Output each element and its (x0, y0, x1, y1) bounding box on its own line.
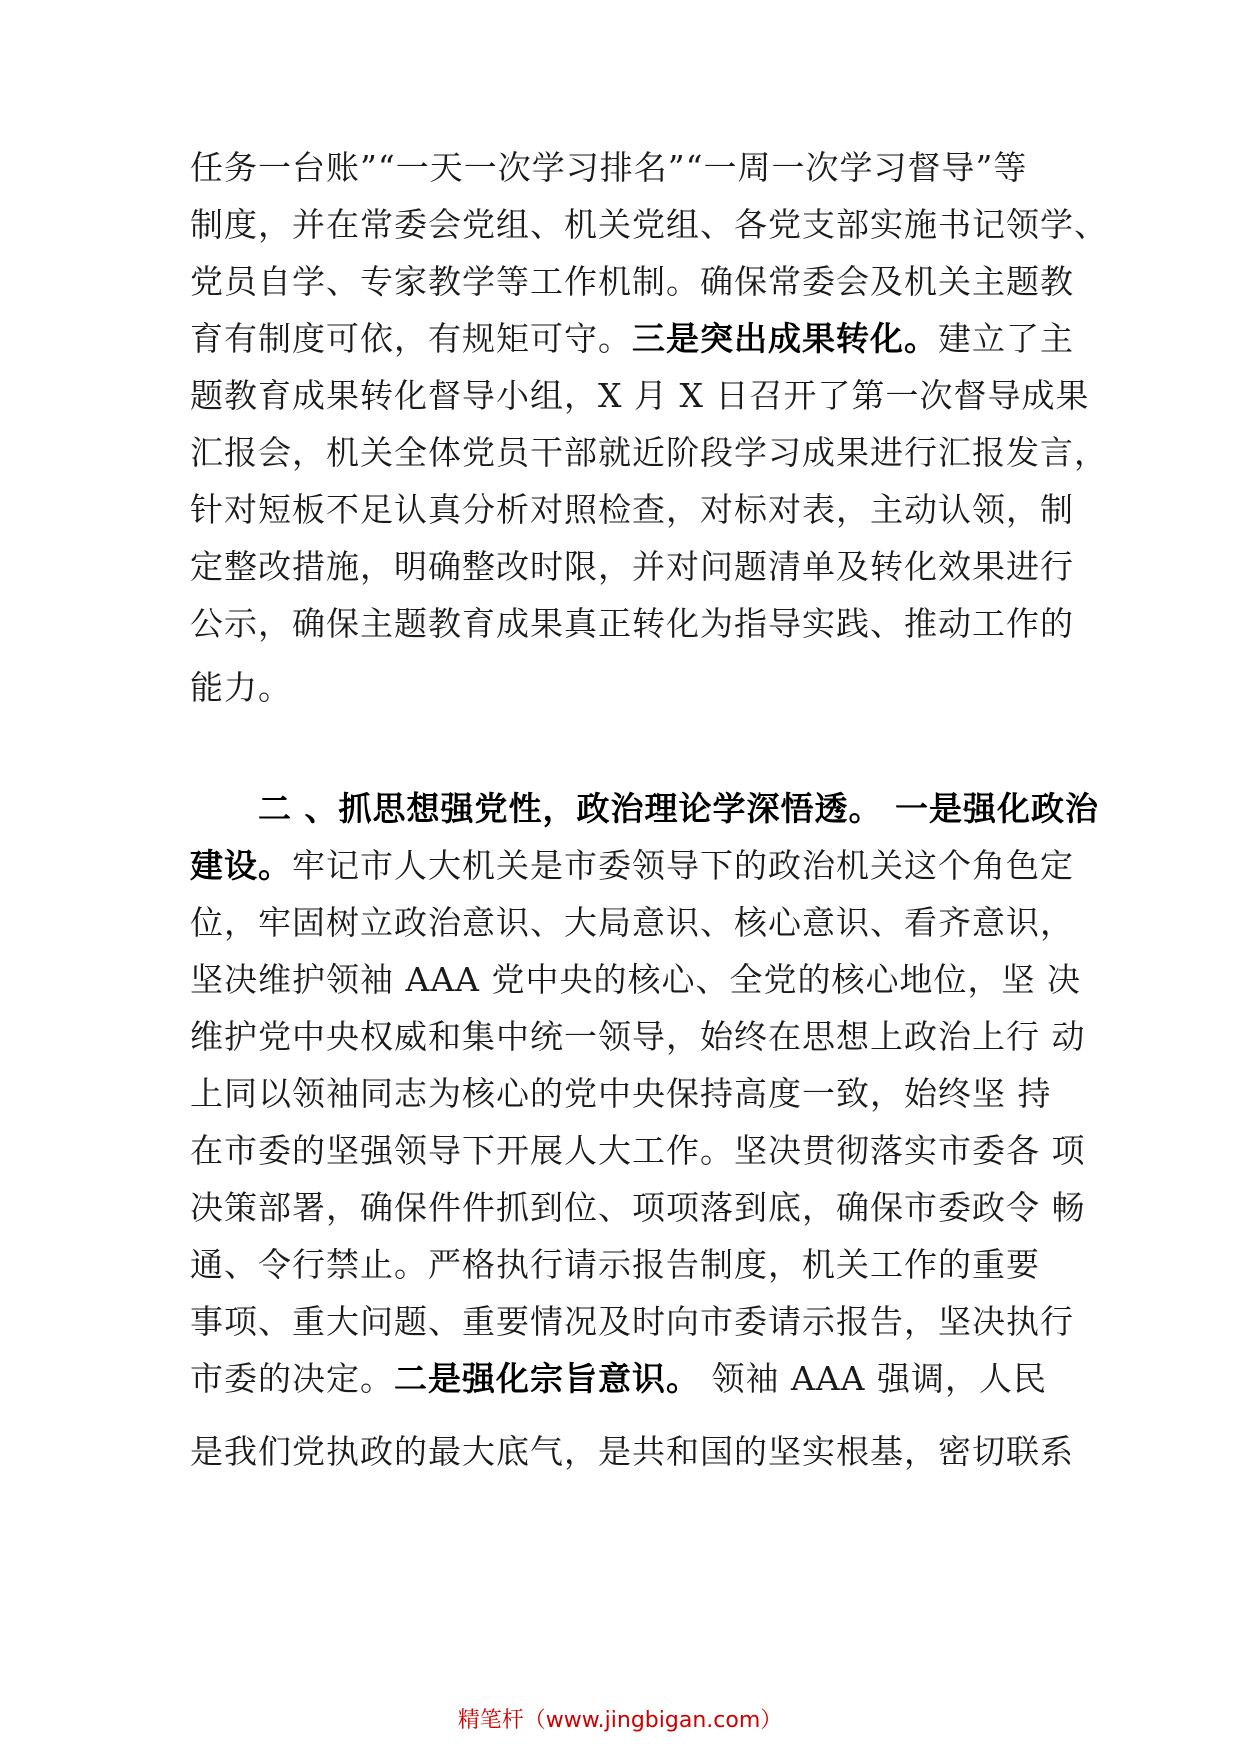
text-line: 市委的决定。二是强化宗旨意识。 领袖 AAA 强调，人民 (190, 1359, 1047, 1398)
text-line: 是我们党执政的最大底气，是共和国的坚实根基，密切联系 (190, 1432, 1074, 1471)
text-line: 能力。 (190, 668, 292, 707)
footer-watermark[interactable]: 精笔杆（www.jingbigan.com） (457, 1708, 783, 1733)
text-line: 通、令行禁止。严格执行请示报告制度，机关工作的重要 (190, 1245, 1040, 1284)
text-line: 题教育成果转化督导小组，X 月 X 日召开了第一次督导成果 (190, 376, 1090, 415)
bold-heading: 建设。 (190, 846, 292, 885)
text-line: 任务一台账”“一天一次学习排名”“一周一次学习督导”等 (190, 148, 1028, 187)
text-line: 公示，确保主题教育成果真正转化为指导实践、推动工作的 (190, 604, 1074, 643)
text-line: 决策部署，确保件件抓到位、项项落到底，确保市委政令 畅 (190, 1188, 1086, 1227)
section-heading-line (258, 789, 1099, 829)
bold-heading: 二是强化宗旨意识。 (394, 1359, 700, 1398)
text-line: 定整改措施，明确整改时限，并对问题清单及转化效果进行 (190, 547, 1074, 586)
text-line: 建设。牢记市人大机关是市委领导下的政治机关这个角色定 (190, 846, 1074, 885)
text-line: 坚决维护领袖 AAA 党中央的核心、全党的核心地位，坚 决 (190, 960, 1081, 999)
bold-heading: 三是突出成果转化。 (632, 319, 938, 358)
section-heading: 二 、抓思想强党性，政治理论学深悟透。 一是强化政治 (258, 789, 1099, 828)
text-line: 上同以领袖同志为核心的党中央保持高度一致，始终坚 持 (190, 1074, 1052, 1113)
text-line: 针对短板不足认真分析对照检查，对标对表，主动认领，制 (190, 490, 1074, 529)
text-line: 在市委的坚强领导下开展人大工作。坚决贯彻落实市委各 项 (190, 1131, 1086, 1170)
text-line: 育有制度可依，有规矩可守。三是突出成果转化。建立了主 (190, 319, 1074, 358)
text-line: 位，牢固树立政治意识、大局意识、核心意识、看齐意识， (190, 903, 1074, 942)
text-line: 党员自学、专家教学等工作机制。确保常委会及机关主题教 (190, 262, 1074, 301)
text-line: 维护党中央权威和集中统一领导，始终在思想上政治上行 动 (190, 1017, 1086, 1056)
text-line: 汇报会，机关全体党员干部就近阶段学习成果进行汇报发言， (190, 433, 1108, 472)
text-line: 制度，并在常委会党组、机关党组、各党支部实施书记领学、 (190, 205, 1108, 244)
text-line: 事项、重大问题、重要情况及时向市委请示报告，坚决执行 (190, 1302, 1074, 1341)
